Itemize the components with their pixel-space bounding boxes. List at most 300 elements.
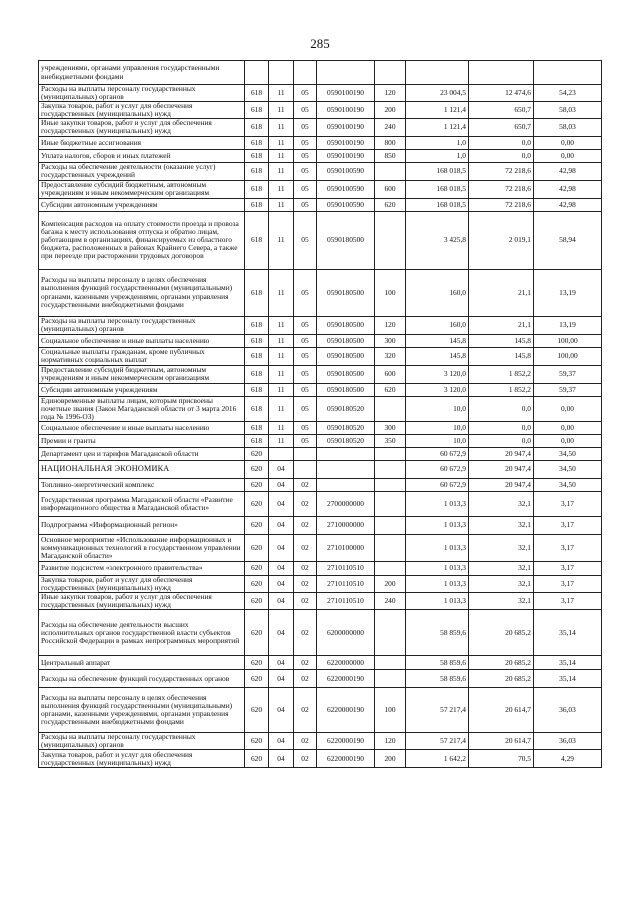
execution-percent: 35,14 (534, 670, 602, 688)
table-row (39, 421, 602, 434)
subsection-code: 02 (294, 610, 317, 656)
table-row (39, 670, 602, 688)
actual-amount (469, 61, 534, 85)
section-code: 04 (269, 516, 294, 534)
subsection-code: 05 (294, 347, 317, 365)
actual-amount: 32,1 (469, 561, 534, 575)
row-name: Основное мероприятие «Использование информационных и коммуникационных технологий в государственном управлении Магаданской области» (39, 534, 245, 561)
expense-type-code: 600 (375, 180, 406, 198)
actual-amount: 0,0 (469, 421, 534, 434)
row-name: Расходы на выплаты персоналу государственных (муниципальных) органов (39, 85, 245, 102)
target-article-code: 0590180500 (317, 334, 375, 347)
row-name: Подпрограмма «Информационный регион» (39, 516, 245, 534)
section-code: 04 (269, 561, 294, 575)
planned-amount: 58 859,6 (406, 610, 469, 656)
row-name: Субсидии автономным учреждениям (39, 383, 245, 396)
section-code: 04 (269, 593, 294, 610)
section-code: 11 (269, 180, 294, 198)
planned-amount: 1 121,4 (406, 119, 469, 136)
target-article-code: 0590180520 (317, 434, 375, 447)
ved-code: 618 (245, 149, 269, 162)
subsection-code: 02 (294, 750, 317, 768)
subsection-code: 02 (294, 656, 317, 670)
section-code: 11 (269, 269, 294, 316)
subsection-code: 05 (294, 162, 317, 180)
table-row (39, 750, 602, 768)
expense-type-code: 620 (375, 198, 406, 211)
planned-amount: 1,0 (406, 149, 469, 162)
ved-code: 618 (245, 119, 269, 136)
row-name: Расходы на выплаты персоналу государственных (муниципальных) органов (39, 316, 245, 334)
row-name: Центральный аппарат (39, 656, 245, 670)
subsection-code: 05 (294, 198, 317, 211)
table-row (39, 149, 602, 162)
row-name: Государственная программа Магаданской области «Развитие информационного общества в Магаданской области» (39, 491, 245, 516)
table-row (39, 575, 602, 592)
row-name: Социальное обеспечение и иные выплаты населению (39, 421, 245, 434)
section-code (269, 447, 294, 460)
subsection-code: 05 (294, 396, 317, 421)
execution-percent: 13,19 (534, 269, 602, 316)
section-code: 11 (269, 198, 294, 211)
table-row (39, 447, 602, 460)
target-article-code: 0590180500 (317, 211, 375, 269)
execution-percent: 35,14 (534, 610, 602, 656)
subsection-code: 02 (294, 561, 317, 575)
execution-percent: 4,29 (534, 750, 602, 768)
execution-percent: 42,98 (534, 162, 602, 180)
expense-type-code: 300 (375, 421, 406, 434)
row-name: Предоставление субсидий бюджетным, автономным учреждениям и иным некоммерческим организациям (39, 180, 245, 198)
expense-type-code (375, 670, 406, 688)
planned-amount: 1 013,3 (406, 575, 469, 592)
actual-amount: 20 685,2 (469, 610, 534, 656)
actual-amount: 2 019,1 (469, 211, 534, 269)
ved-code: 620 (245, 447, 269, 460)
planned-amount: 60 672,9 (406, 460, 469, 478)
table-row (39, 460, 602, 478)
ved-code: 618 (245, 383, 269, 396)
planned-amount: 60 672,9 (406, 478, 469, 491)
actual-amount: 12 474,6 (469, 85, 534, 102)
row-name: Расходы на обеспечение деятельности высших исполнительных органов государственной власти субъектов Российской Федерации в рамках непрограммных мероприятий (39, 610, 245, 656)
planned-amount: 168 018,5 (406, 198, 469, 211)
section-code: 11 (269, 334, 294, 347)
ved-code: 618 (245, 269, 269, 316)
ved-code: 620 (245, 610, 269, 656)
target-article-code: 6220000190 (317, 750, 375, 768)
actual-amount: 32,1 (469, 491, 534, 516)
row-name: Социальное обеспечение и иные выплаты населению (39, 334, 245, 347)
actual-amount: 1 852,2 (469, 365, 534, 383)
subsection-code: 05 (294, 316, 317, 334)
ved-code (245, 61, 269, 85)
actual-amount: 20 947,4 (469, 460, 534, 478)
expense-type-code (375, 447, 406, 460)
subsection-code: 02 (294, 670, 317, 688)
ved-code: 618 (245, 85, 269, 102)
row-name: Топливно-энергетический комплекс (39, 478, 245, 491)
expense-type-code (375, 211, 406, 269)
execution-percent: 3,17 (534, 516, 602, 534)
actual-amount: 20 947,4 (469, 447, 534, 460)
row-name: учреждениями, органами управления государственными внебюджетными фондами (39, 61, 245, 85)
section-code: 11 (269, 347, 294, 365)
ved-code: 618 (245, 198, 269, 211)
row-name: Закупка товаров, работ и услуг для обеспечения государственных (муниципальных) нужд (39, 575, 245, 592)
planned-amount: 23 004,5 (406, 85, 469, 102)
subsection-code: 02 (294, 516, 317, 534)
table-row (39, 396, 602, 421)
table-row (39, 593, 602, 610)
section-code: 11 (269, 434, 294, 447)
section-code: 04 (269, 460, 294, 478)
subsection-code: 05 (294, 85, 317, 102)
table-row (39, 162, 602, 180)
planned-amount: 1 642,2 (406, 750, 469, 768)
planned-amount: 1,0 (406, 136, 469, 149)
row-name: Единовременные выплаты лицам, которым присвоены почетные звания (Закон Магаданской области от 3 марта 2016 года № 1996-ОЗ) (39, 396, 245, 421)
ved-code: 620 (245, 750, 269, 768)
section-code (269, 61, 294, 85)
subsection-code: 02 (294, 733, 317, 750)
table-row (39, 656, 602, 670)
target-article-code (317, 478, 375, 491)
subsection-code: 05 (294, 180, 317, 198)
ved-code: 618 (245, 434, 269, 447)
table-row (39, 516, 602, 534)
expense-type-code (375, 61, 406, 85)
section-code: 04 (269, 478, 294, 491)
target-article-code: 0590180520 (317, 396, 375, 421)
target-article-code: 6220000000 (317, 656, 375, 670)
ved-code: 618 (245, 347, 269, 365)
expense-type-code: 350 (375, 434, 406, 447)
section-code: 11 (269, 365, 294, 383)
planned-amount: 1 013,3 (406, 561, 469, 575)
section-code: 04 (269, 688, 294, 733)
execution-percent: 42,98 (534, 198, 602, 211)
execution-percent: 3,17 (534, 575, 602, 592)
actual-amount: 20 685,2 (469, 656, 534, 670)
target-article-code: 2700000000 (317, 491, 375, 516)
ved-code: 620 (245, 575, 269, 592)
section-code: 11 (269, 136, 294, 149)
actual-amount: 32,1 (469, 516, 534, 534)
actual-amount: 21,1 (469, 316, 534, 334)
expense-type-code: 620 (375, 383, 406, 396)
ved-code: 620 (245, 670, 269, 688)
actual-amount: 20 614,7 (469, 688, 534, 733)
row-name: Закупка товаров, работ и услуг для обеспечения государственных (муниципальных) нужд (39, 102, 245, 119)
section-code: 11 (269, 119, 294, 136)
target-article-code: 2710000000 (317, 516, 375, 534)
row-name: Субсидии автономным учреждениям (39, 198, 245, 211)
target-article-code: 0590180500 (317, 347, 375, 365)
target-article-code: 0590180520 (317, 421, 375, 434)
expense-type-code: 850 (375, 149, 406, 162)
ved-code: 618 (245, 396, 269, 421)
planned-amount: 145,8 (406, 334, 469, 347)
execution-percent: 36,03 (534, 733, 602, 750)
row-name: Расходы на выплаты персоналу в целях обеспечения выполнения функций государственными (муниципальными) органами, казенными учреждениями, органами управления государственными внебюджетными фондами (39, 269, 245, 316)
table-row (39, 61, 602, 85)
actual-amount: 20 614,7 (469, 733, 534, 750)
section-code: 11 (269, 421, 294, 434)
target-article-code: 2710110510 (317, 575, 375, 592)
planned-amount: 1 013,3 (406, 491, 469, 516)
subsection-code: 05 (294, 149, 317, 162)
table-row (39, 211, 602, 269)
target-article-code: 0590180500 (317, 383, 375, 396)
table-row (39, 733, 602, 750)
row-name: НАЦИОНАЛЬНАЯ ЭКОНОМИКА (39, 460, 245, 478)
execution-percent: 59,37 (534, 365, 602, 383)
target-article-code: 0590100190 (317, 85, 375, 102)
ved-code: 620 (245, 516, 269, 534)
expense-type-code: 320 (375, 347, 406, 365)
expense-type-code (375, 516, 406, 534)
actual-amount: 72 218,6 (469, 180, 534, 198)
planned-amount: 10,0 (406, 396, 469, 421)
row-name: Департамент цен и тарифов Магаданской области (39, 447, 245, 460)
expense-type-code: 240 (375, 593, 406, 610)
target-article-code: 0590180500 (317, 365, 375, 383)
actual-amount: 32,1 (469, 575, 534, 592)
subsection-code: 02 (294, 575, 317, 592)
budget-table (38, 60, 602, 768)
expense-type-code: 120 (375, 733, 406, 750)
table-row (39, 478, 602, 491)
actual-amount: 0,0 (469, 136, 534, 149)
row-name: Расходы на выплаты персоналу в целях обеспечения выполнения функций государственными (муниципальными) органами, казенными учреждениями, органами управления государственными внебюджетными фондами (39, 688, 245, 733)
section-code: 11 (269, 102, 294, 119)
expense-type-code: 100 (375, 688, 406, 733)
planned-amount: 160,0 (406, 316, 469, 334)
table-row (39, 365, 602, 383)
subsection-code (294, 447, 317, 460)
planned-amount: 168 018,5 (406, 180, 469, 198)
subsection-code: 02 (294, 491, 317, 516)
execution-percent: 35,14 (534, 656, 602, 670)
section-code: 04 (269, 610, 294, 656)
subsection-code: 05 (294, 434, 317, 447)
table-row (39, 269, 602, 316)
expense-type-code (375, 534, 406, 561)
table-row (39, 347, 602, 365)
subsection-code: 05 (294, 119, 317, 136)
ved-code: 618 (245, 211, 269, 269)
table-row (39, 85, 602, 102)
target-article-code: 0590180500 (317, 269, 375, 316)
execution-percent: 100,00 (534, 347, 602, 365)
expense-type-code (375, 396, 406, 421)
expense-type-code (375, 478, 406, 491)
planned-amount: 3 120,0 (406, 383, 469, 396)
expense-type-code: 200 (375, 102, 406, 119)
row-name: Иные бюджетные ассигнования (39, 136, 245, 149)
table-row (39, 180, 602, 198)
subsection-code: 05 (294, 383, 317, 396)
planned-amount: 3 120,0 (406, 365, 469, 383)
page-number: 285 (310, 36, 330, 51)
row-name: Развитие подсистем «электронного правительства» (39, 561, 245, 575)
row-name: Расходы на обеспечение деятельности (оказание услуг) государственных учреждений (39, 162, 245, 180)
target-article-code: 6200000000 (317, 610, 375, 656)
section-code: 04 (269, 656, 294, 670)
target-article-code: 0590100190 (317, 149, 375, 162)
subsection-code (294, 460, 317, 478)
table-row (39, 119, 602, 136)
planned-amount: 145,8 (406, 347, 469, 365)
actual-amount: 72 218,6 (469, 162, 534, 180)
execution-percent: 34,50 (534, 478, 602, 491)
subsection-code (294, 61, 317, 85)
table-row (39, 198, 602, 211)
execution-percent: 100,00 (534, 334, 602, 347)
row-name: Предоставление субсидий бюджетным, автономным учреждениям и иным некоммерческим организациям (39, 365, 245, 383)
target-article-code: 6220000190 (317, 670, 375, 688)
table-row (39, 561, 602, 575)
ved-code: 620 (245, 733, 269, 750)
expense-type-code: 100 (375, 269, 406, 316)
execution-percent: 0,00 (534, 136, 602, 149)
execution-percent: 3,17 (534, 593, 602, 610)
actual-amount: 20 947,4 (469, 478, 534, 491)
planned-amount: 57 217,4 (406, 733, 469, 750)
subsection-code: 02 (294, 478, 317, 491)
ved-code: 618 (245, 162, 269, 180)
section-code: 04 (269, 575, 294, 592)
row-name: Социальные выплаты гражданам, кроме публичных нормативных социальных выплат (39, 347, 245, 365)
planned-amount: 60 672,9 (406, 447, 469, 460)
expense-type-code (375, 656, 406, 670)
planned-amount: 168 018,5 (406, 162, 469, 180)
target-article-code (317, 61, 375, 85)
target-article-code: 2710100000 (317, 534, 375, 561)
row-name: Расходы на выплаты персоналу государственных (муниципальных) органов (39, 733, 245, 750)
expense-type-code: 200 (375, 750, 406, 768)
section-code: 04 (269, 534, 294, 561)
execution-percent: 42,98 (534, 180, 602, 198)
ved-code: 620 (245, 534, 269, 561)
actual-amount: 145,8 (469, 347, 534, 365)
table-row (39, 102, 602, 119)
actual-amount: 70,5 (469, 750, 534, 768)
expense-type-code (375, 491, 406, 516)
execution-percent: 58,03 (534, 102, 602, 119)
table-row (39, 688, 602, 733)
actual-amount: 145,8 (469, 334, 534, 347)
section-code: 11 (269, 85, 294, 102)
expense-type-code (375, 460, 406, 478)
target-article-code: 0590100590 (317, 162, 375, 180)
table-row (39, 334, 602, 347)
planned-amount: 1 121,4 (406, 102, 469, 119)
execution-percent: 36,03 (534, 688, 602, 733)
actual-amount: 0,0 (469, 149, 534, 162)
execution-percent: 34,50 (534, 447, 602, 460)
section-code: 11 (269, 316, 294, 334)
actual-amount: 72 218,6 (469, 198, 534, 211)
row-name: Иные закупки товаров, работ и услуг для обеспечения государственных (муниципальных) нужд (39, 593, 245, 610)
expense-type-code: 240 (375, 119, 406, 136)
execution-percent: 58,03 (534, 119, 602, 136)
subsection-code: 02 (294, 688, 317, 733)
actual-amount: 32,1 (469, 534, 534, 561)
execution-percent: 0,00 (534, 396, 602, 421)
ved-code: 620 (245, 656, 269, 670)
actual-amount: 0,0 (469, 434, 534, 447)
planned-amount: 1 013,3 (406, 516, 469, 534)
expense-type-code: 120 (375, 316, 406, 334)
execution-percent (534, 61, 602, 85)
subsection-code: 05 (294, 365, 317, 383)
actual-amount: 32,1 (469, 593, 534, 610)
planned-amount: 58 859,6 (406, 656, 469, 670)
execution-percent: 13,19 (534, 316, 602, 334)
target-article-code: 2710110510 (317, 561, 375, 575)
execution-percent: 34,50 (534, 460, 602, 478)
planned-amount: 160,0 (406, 269, 469, 316)
target-article-code: 0590100590 (317, 198, 375, 211)
target-article-code: 0590100190 (317, 136, 375, 149)
ved-code: 618 (245, 334, 269, 347)
target-article-code: 6220000190 (317, 733, 375, 750)
ved-code: 618 (245, 136, 269, 149)
section-code: 04 (269, 733, 294, 750)
actual-amount: 1 852,2 (469, 383, 534, 396)
subsection-code: 05 (294, 136, 317, 149)
target-article-code: 0590100190 (317, 102, 375, 119)
planned-amount: 57 217,4 (406, 688, 469, 733)
target-article-code (317, 447, 375, 460)
execution-percent: 54,23 (534, 85, 602, 102)
execution-percent: 59,37 (534, 383, 602, 396)
ved-code: 620 (245, 491, 269, 516)
section-code: 11 (269, 162, 294, 180)
section-code: 11 (269, 211, 294, 269)
table-row (39, 383, 602, 396)
ved-code: 618 (245, 365, 269, 383)
execution-percent: 58,94 (534, 211, 602, 269)
row-name: Уплата налогов, сборов и иных платежей (39, 149, 245, 162)
section-code: 04 (269, 750, 294, 768)
subsection-code: 05 (294, 102, 317, 119)
execution-percent: 0,00 (534, 149, 602, 162)
row-name: Закупка товаров, работ и услуг для обеспечения государственных (муниципальных) нужд (39, 750, 245, 768)
expense-type-code: 300 (375, 334, 406, 347)
ved-code: 618 (245, 180, 269, 198)
expense-type-code: 800 (375, 136, 406, 149)
table-row (39, 534, 602, 561)
actual-amount: 650,7 (469, 102, 534, 119)
section-code: 11 (269, 149, 294, 162)
ved-code: 620 (245, 478, 269, 491)
execution-percent: 3,17 (534, 561, 602, 575)
subsection-code: 05 (294, 211, 317, 269)
subsection-code: 05 (294, 421, 317, 434)
planned-amount: 58 859,6 (406, 670, 469, 688)
section-code: 11 (269, 396, 294, 421)
target-article-code: 6220000190 (317, 688, 375, 733)
table-row (39, 491, 602, 516)
ved-code: 620 (245, 561, 269, 575)
planned-amount (406, 61, 469, 85)
section-code: 04 (269, 670, 294, 688)
row-name: Расходы на обеспечение функций государственных органов (39, 670, 245, 688)
target-article-code (317, 460, 375, 478)
